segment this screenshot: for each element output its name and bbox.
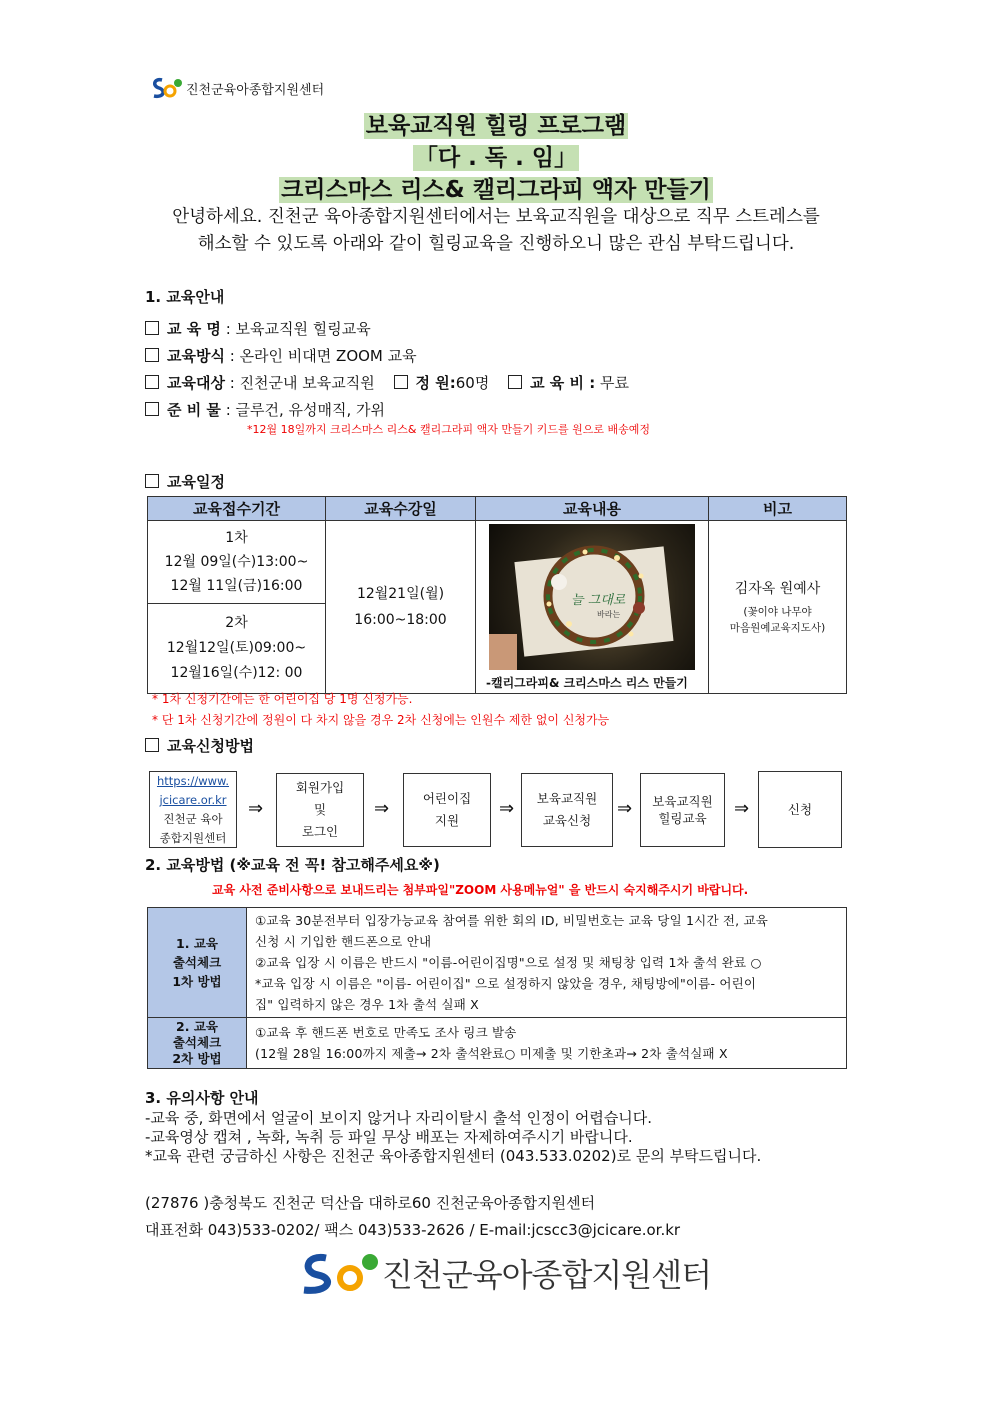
checkbox-icon — [145, 375, 159, 389]
schedule-note-1: * 1차 신청기간에는 한 어린이집 당 1명 신청가능. — [152, 692, 413, 706]
caution-line-2: -교육영상 캡쳐 , 녹화, 녹취 등 파일 무상 배포는 자제하여주시기 바랍니다. — [145, 1128, 633, 1146]
checkbox-icon — [145, 474, 159, 488]
intro-line1: 안녕하세요. 진천군 육아종합지원센터에서는 보육교직원을 대상으로 직무 스트레스를 — [172, 207, 820, 227]
col-header-note: 비고 — [709, 497, 847, 521]
intro-line2: 해소할 수 있도록 아래와 같이 힐링교육을 진행하오니 많은 관심 부탁드립니다. — [197, 234, 795, 254]
apply-step-login: 회원가입 및 로그인 — [276, 773, 364, 847]
info-item-method: 교육방식 : 온라인 비대면 ZOOM 교육 — [145, 345, 417, 366]
col-header-period: 교육접수기간 — [148, 497, 326, 521]
apply-step-staff-apply: 보육교직원 교육신청 — [521, 773, 613, 847]
header-logo — [150, 74, 324, 102]
caution-line-3: *교육 관련 궁금하신 사항은 진천군 육아종합지원센터 (043.533.0202)로 문의 부탁드립니다. — [145, 1147, 762, 1165]
schedule-heading: 교육일정 — [145, 471, 225, 492]
footer-contact: 대표전화 043)533-0202/ 팩스 043)533-2626 / E-mail:jcscc3@jcicare.or.kr — [145, 1221, 681, 1239]
checkbox-icon — [394, 375, 408, 389]
round1-cell: 1차 12월 09일(수)13:00~ 12월 11일(금)16:00 — [148, 521, 326, 604]
attendance-row2-header: 2. 교육 출석체크 2차 방법 — [148, 1018, 247, 1069]
arrow-icon: ⇒ — [617, 798, 633, 819]
apply-step-apply: 신청 — [758, 771, 842, 848]
checkbox-icon — [508, 375, 522, 389]
checkbox-icon — [145, 738, 159, 752]
apply-step-daycare: 어린이집 지원 — [403, 773, 491, 847]
arrow-icon: ⇒ — [499, 798, 515, 819]
apply-step-healing: 보육교직원 힐링교육 — [640, 773, 725, 847]
checkbox-icon — [145, 402, 159, 416]
arrow-icon: ⇒ — [248, 798, 264, 819]
apply-step-website[interactable]: https://www. jcicare.or.kr 진천군 육아 종합지원센터 — [149, 771, 237, 848]
caution-line-1: -교육 중, 화면에서 얼굴이 보이지 않거나 자리이탈시 출석 인정이 어렵습니다. — [145, 1109, 653, 1127]
info-item-target: 교육대상 : 진천군내 보육교직원 정 원:60명 교 육 비 : 무료 — [145, 372, 629, 393]
title-line3: 크리스마스 리스& 캘리그라피 액자 만들기 — [281, 177, 711, 203]
footer-address: (27876 )충청북도 진천군 덕산읍 대하로60 진천군육아종합지원센터 — [145, 1194, 596, 1212]
wreath-photo — [489, 524, 695, 670]
title-line1: 보육교직원 힐링 프로그램 — [365, 113, 627, 139]
attendance-row1-header: 1. 교육 출석체크 1차 방법 — [148, 908, 247, 1018]
header-logo-text: 진천군육아종합지원센터 — [186, 82, 325, 98]
col-header-content: 교육내용 — [476, 497, 709, 521]
schedule-table — [147, 496, 847, 694]
section2-heading: 2. 교육방법 (※교육 전 꼭! 참고해주세요※) — [145, 856, 440, 874]
content-caption: -캘리그라피& 크리스마스 리스 만들기 — [486, 676, 688, 690]
instructor-cell: 김자옥 원예사 (꽃이야 나무야 마음원예교육지도사) — [709, 521, 847, 694]
schedule-note-2: * 단 1차 신청기간에 정원이 다 차지 않을 경우 2차 신청에는 인원수 제한 없이 신청가능 — [152, 713, 610, 727]
class-date-cell: 12월21일(월) 16:00~18:00 — [326, 521, 476, 694]
attendance-row1-content: ①교육 30분전부터 입장가능교육 참여를 위한 회의 ID, 비밀번호는 교육 당일 1시간 전, 교육 신청 시 기입한 핸드폰으로 안내 ②교육 입장 시 이름은 반드시 "이름-어린이집명"으로 설정 및 채팅창 입력 1차 출석 완료 ○ *교육 입장 시 이름은 "이름- 어린이집" 으로 설정하지 않았을 경우, 채팅방에"이름- 어린이 집" 입력하지 않은 경우 1차 출석 실패 X — [247, 908, 847, 1018]
content-cell — [476, 521, 709, 694]
apply-heading: 교육신청방법 — [145, 735, 254, 756]
attendance-row2-content: ①교육 후 핸드폰 번호로 만족도 조사 링크 발송 (12월 28일 16:00까지 제출→ 2차 출석완료○ 미제출 및 기한초과→ 2차 출석실패 X — [247, 1018, 847, 1069]
org-logo-icon — [296, 1248, 386, 1298]
arrow-icon: ⇒ — [734, 798, 750, 819]
org-logo-icon — [150, 74, 184, 102]
round2-cell: 2차 12월12일(토)09:00~ 12월16일(수)12: 00 — [148, 604, 326, 694]
section3-heading: 3. 유의사항 안내 — [145, 1089, 259, 1107]
checkbox-icon — [145, 348, 159, 362]
svg-text:바라는: 바라는 — [597, 610, 621, 619]
info-item-name: 교 육 명 : 보육교직원 힐링교육 — [145, 318, 371, 339]
title-line2: 「다 . 독 . 임」 — [414, 145, 578, 171]
checkbox-icon — [145, 321, 159, 335]
attendance-table — [147, 907, 847, 1069]
arrow-icon: ⇒ — [374, 798, 390, 819]
section1-heading: 1. 교육안내 — [145, 288, 225, 306]
svg-text:늘 그대로: 늘 그대로 — [571, 593, 626, 608]
info-item-materials: 준 비 물 : 글루건, 유성매직, 가위 — [145, 399, 385, 420]
footer-logo — [296, 1248, 711, 1298]
footer-logo-text: 진천군육아종합지원센터 — [382, 1256, 712, 1294]
section2-notice: 교육 사전 준비사항으로 보내드리는 첨부파일"ZOOM 사용메뉴얼" 을 반드시 숙지해주시기 바랍니다. — [212, 883, 749, 897]
materials-note: *12월 18일까지 크리스마스 리스& 캘리그라피 액자 만들기 키드를 원으로 배송예정 — [247, 423, 650, 436]
col-header-date: 교육수강일 — [326, 497, 476, 521]
